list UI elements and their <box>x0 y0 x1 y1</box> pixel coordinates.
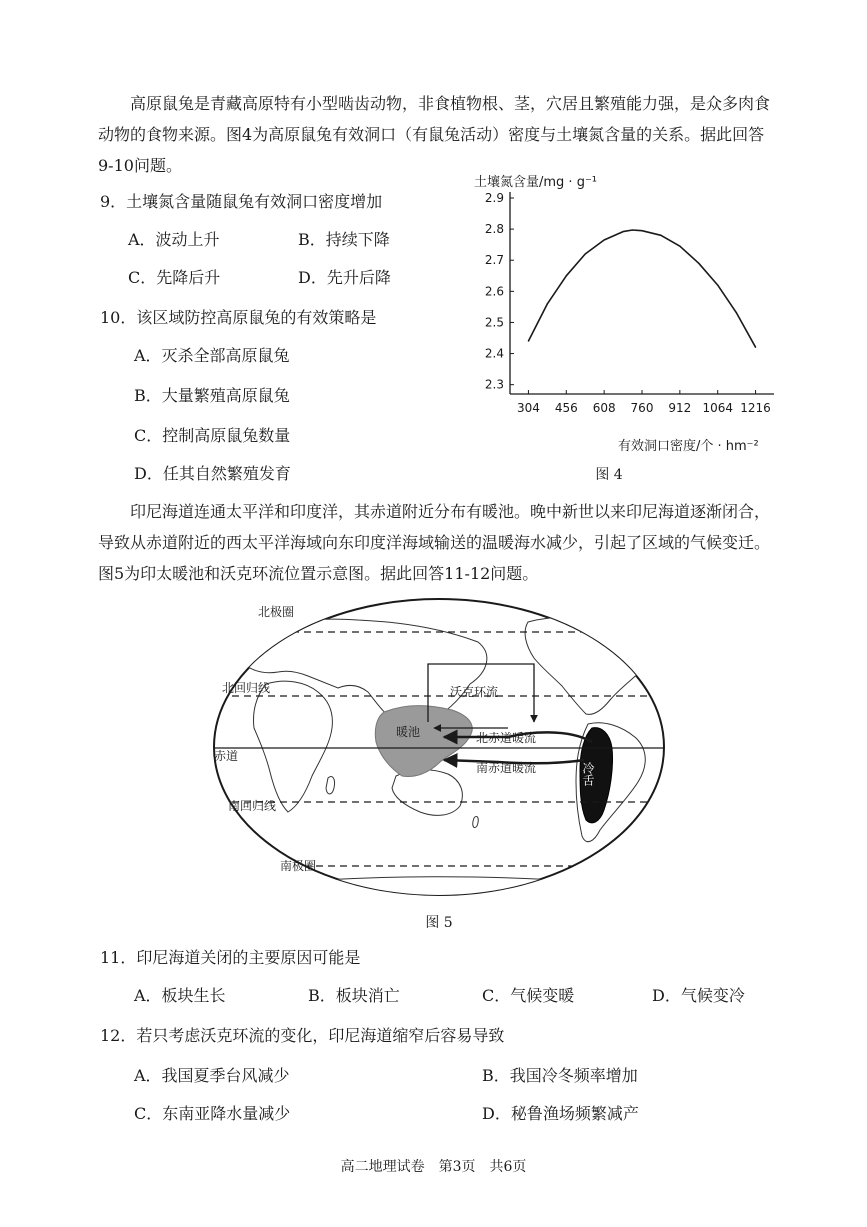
chart-y-tick-label: 2.3 <box>484 377 504 392</box>
chart-series-line <box>528 230 755 347</box>
q11-option-c: C．气候变暖 <box>482 986 575 1005</box>
q9-option-d: D．先升后降 <box>298 268 391 287</box>
chart-x-tick-label: 456 <box>554 401 578 415</box>
chart-y-tick-label: 2.5 <box>484 315 504 330</box>
figure-5-map <box>208 592 670 902</box>
q11-option-d: D．气候变冷 <box>652 986 745 1005</box>
q10-option-b: B．大量繁殖高原鼠兔 <box>134 386 290 405</box>
q9-option-a: A．波动上升 <box>128 230 220 249</box>
chart-plot-area <box>485 191 774 415</box>
chart-x-tick-label: 608 <box>592 401 616 415</box>
q12-option-d: D．秘鲁渔场频繁减产 <box>482 1104 639 1123</box>
continent-antarctica <box>248 877 638 902</box>
chart-point <box>547 303 548 304</box>
chart-point <box>698 263 699 264</box>
chart-point <box>622 231 623 232</box>
q12-option-c: C．东南亚降水量减少 <box>134 1104 291 1123</box>
label-tropic-of-cancer: 北回归线 <box>222 681 271 695</box>
chart-point <box>528 341 529 342</box>
intro-paragraph-1: 高原鼠兔是青藏高原特有小型啮齿动物，非食植物根、茎，穴居且繁殖能力强，是众多肉食动物的食物来源。图4为高原鼠兔有效洞口（有鼠兔活动）密度与土壤氮含量的关系。据此回答9-10问题。 <box>98 94 771 175</box>
chart-point <box>632 229 633 230</box>
q12-option-b: B．我国冷冬频率增加 <box>482 1066 638 1085</box>
chart-point <box>566 275 567 276</box>
chart-point <box>679 246 680 247</box>
label-cold-tongue: 冷舌 <box>581 762 595 786</box>
q11-option-b: B．板块消亡 <box>308 986 400 1005</box>
question-9-stem: 9．土壤氮含量随鼠兔有效洞口密度增加 <box>100 192 383 211</box>
label-antarctic-circle: 南极圈 <box>280 859 317 873</box>
q10-option-d: D．任其自然繁殖发育 <box>134 464 291 483</box>
q10-option-a: A．灭杀全部高原鼠兔 <box>134 346 290 365</box>
chart-point <box>641 230 642 231</box>
label-south-equatorial-current: 南赤道暖流 <box>476 761 537 775</box>
chart-x-tick-label: 1064 <box>702 401 733 415</box>
q11-option-a: A．板块生长 <box>134 986 226 1005</box>
chart-y-axis-label: 土壤氮含量/mg · g⁻¹ <box>474 175 598 190</box>
q12-option-a: A．我国夏季台风减少 <box>134 1066 290 1085</box>
chart-point <box>660 235 661 236</box>
chart-point <box>717 285 718 286</box>
chart-point <box>755 347 756 348</box>
figure-4-caption: 图 4 <box>595 467 623 483</box>
chart-point <box>585 253 586 254</box>
label-equator: 赤道 <box>214 749 239 763</box>
chart-point <box>736 313 737 314</box>
island-greenland <box>648 611 666 634</box>
chart-x-tick-label: 1216 <box>740 401 771 415</box>
q9-option-b: B．持续下降 <box>298 230 390 249</box>
chart-x-tick-label: 760 <box>630 401 654 415</box>
page-footer: 高二地理试卷 第3页 共6页 <box>340 1159 527 1175</box>
chart-y-tick-label: 2.8 <box>484 222 504 237</box>
chart-y-tick-label: 2.6 <box>484 284 504 299</box>
label-north-equatorial-current: 北赤道暖流 <box>476 731 537 745</box>
label-arctic-circle: 北极圈 <box>258 605 295 619</box>
question-12-stem: 12．若只考虑沃克环流的变化，印尼海道缩窄后容易导致 <box>100 1026 505 1045</box>
chart-point <box>604 239 605 240</box>
chart-x-tick-label: 912 <box>668 401 692 415</box>
figure-5-caption: 图 5 <box>425 915 453 931</box>
label-walker-circulation: 沃克环流 <box>450 685 499 699</box>
q10-option-c: C．控制高原鼠兔数量 <box>134 426 291 445</box>
island-new-zealand <box>473 816 478 827</box>
question-10-stem: 10．该区域防控高原鼠兔的有效策略是 <box>100 308 377 327</box>
label-warm-pool: 暖池 <box>396 725 421 739</box>
chart-x-axis-label: 有效洞口密度/个 · hm⁻² <box>618 439 759 454</box>
chart-y-tick-label: 2.7 <box>484 253 504 268</box>
chart-x-tick-label: 304 <box>516 401 540 415</box>
chart-y-tick-label: 2.9 <box>484 191 504 205</box>
chart-y-tick-label: 2.4 <box>484 346 504 361</box>
label-tropic-of-capricorn: 南回归线 <box>228 799 277 813</box>
island-madagascar <box>326 776 335 794</box>
intro-paragraph-2: 印尼海道连通太平洋和印度洋，其赤道附近分布有暖池。晚中新世以来印尼海道逐渐闭合，导致从赤道附近的西太平洋海域向东印度洋海域输送的温暖海水减少，引起了区域的气候变迁。图5为印太暖池和沃克环流位置示意图。据此回答11-12问题。 <box>98 502 771 583</box>
figure-4-chart <box>468 170 788 460</box>
q9-option-c: C．先降后升 <box>128 268 221 287</box>
question-11-stem: 11．印尼海道关闭的主要原因可能是 <box>100 948 361 967</box>
